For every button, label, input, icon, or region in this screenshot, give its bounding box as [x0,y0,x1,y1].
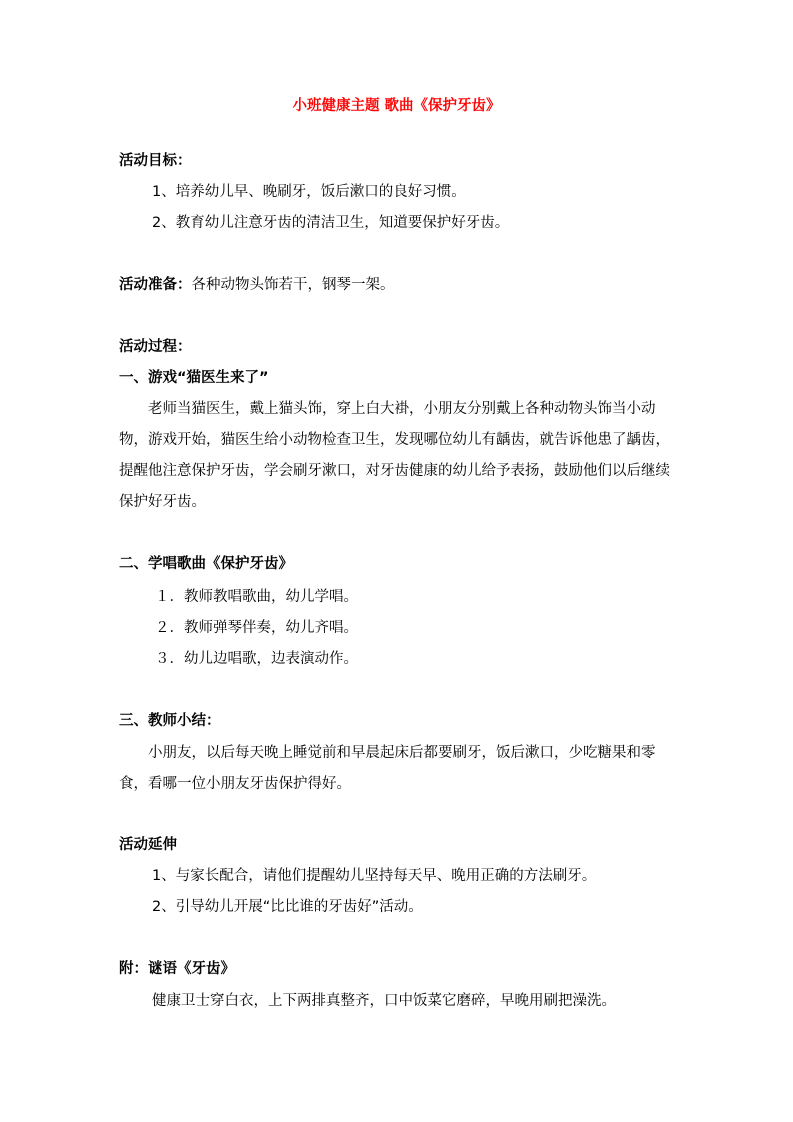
part3-heading: 三、教师小结： [119,713,221,729]
goal-item-1: 1、培养幼儿早、晚刷牙，饭后漱口的良好习惯。 [152,184,466,200]
riddle-heading: 附：谜语《牙齿》 [119,961,235,977]
riddle-text: 健康卫士穿白衣，上下两排真整齐，口中饭菜它磨碎，早晚用刷把澡洗。 [152,993,616,1009]
song-step-2: ２．教师弹琴伴奏，幼儿齐唱。 [155,620,358,636]
song-step-1: １．教师教唱歌曲，幼儿学唱。 [155,589,358,605]
preparation-text: 各种动物头饰若干，钢琴一架。 [191,277,395,293]
process-heading: 活动过程： [119,339,192,355]
part2-heading: 二、学唱歌曲《保护牙齿》 [119,556,293,572]
goal-item-2: 2、教育幼儿注意牙齿的清洁卫生，知道要保护好牙齿。 [152,215,510,231]
part1-heading: 一、游戏“猫医生来了” [119,370,269,386]
page-title: 小班健康主题 歌曲《保护牙齿》 [292,98,501,114]
part3-paragraph: 小朋友，以后每天晚上睡觉前和早晨起床后都要刷牙，饭后漱口，少吃糖果和零食，看哪一位小朋友牙齿保护得好。 [119,745,656,792]
extension-item-1: 1、与家长配合，请他们提醒幼儿坚持每天早、晚用正确的方法刷牙。 [152,868,597,884]
song-step-3: ３．幼儿边唱歌，边表演动作。 [155,651,358,667]
preparation-heading: 活动准备： [119,277,192,293]
extension-item-2: 2、引导幼儿开展“比比谁的牙齿好”活动。 [152,899,423,915]
part1-paragraph: 老师当猫医生，戴上猫头饰，穿上白大褂，小朋友分别戴上各种动物头饰当小动物，游戏开始，猫医生给小动物检查卫生，发现哪位幼儿有龋齿，就告诉他患了龋齿，提醒他注意保护牙齿，学会刷牙漱口，对牙齿健康的幼儿给予表扬，鼓励他们以后继续保护好牙齿。 [119,401,670,510]
preparation-line [119,275,679,295]
goals-heading: 活动目标： [119,153,192,169]
extension-heading: 活动延伸 [119,837,177,853]
